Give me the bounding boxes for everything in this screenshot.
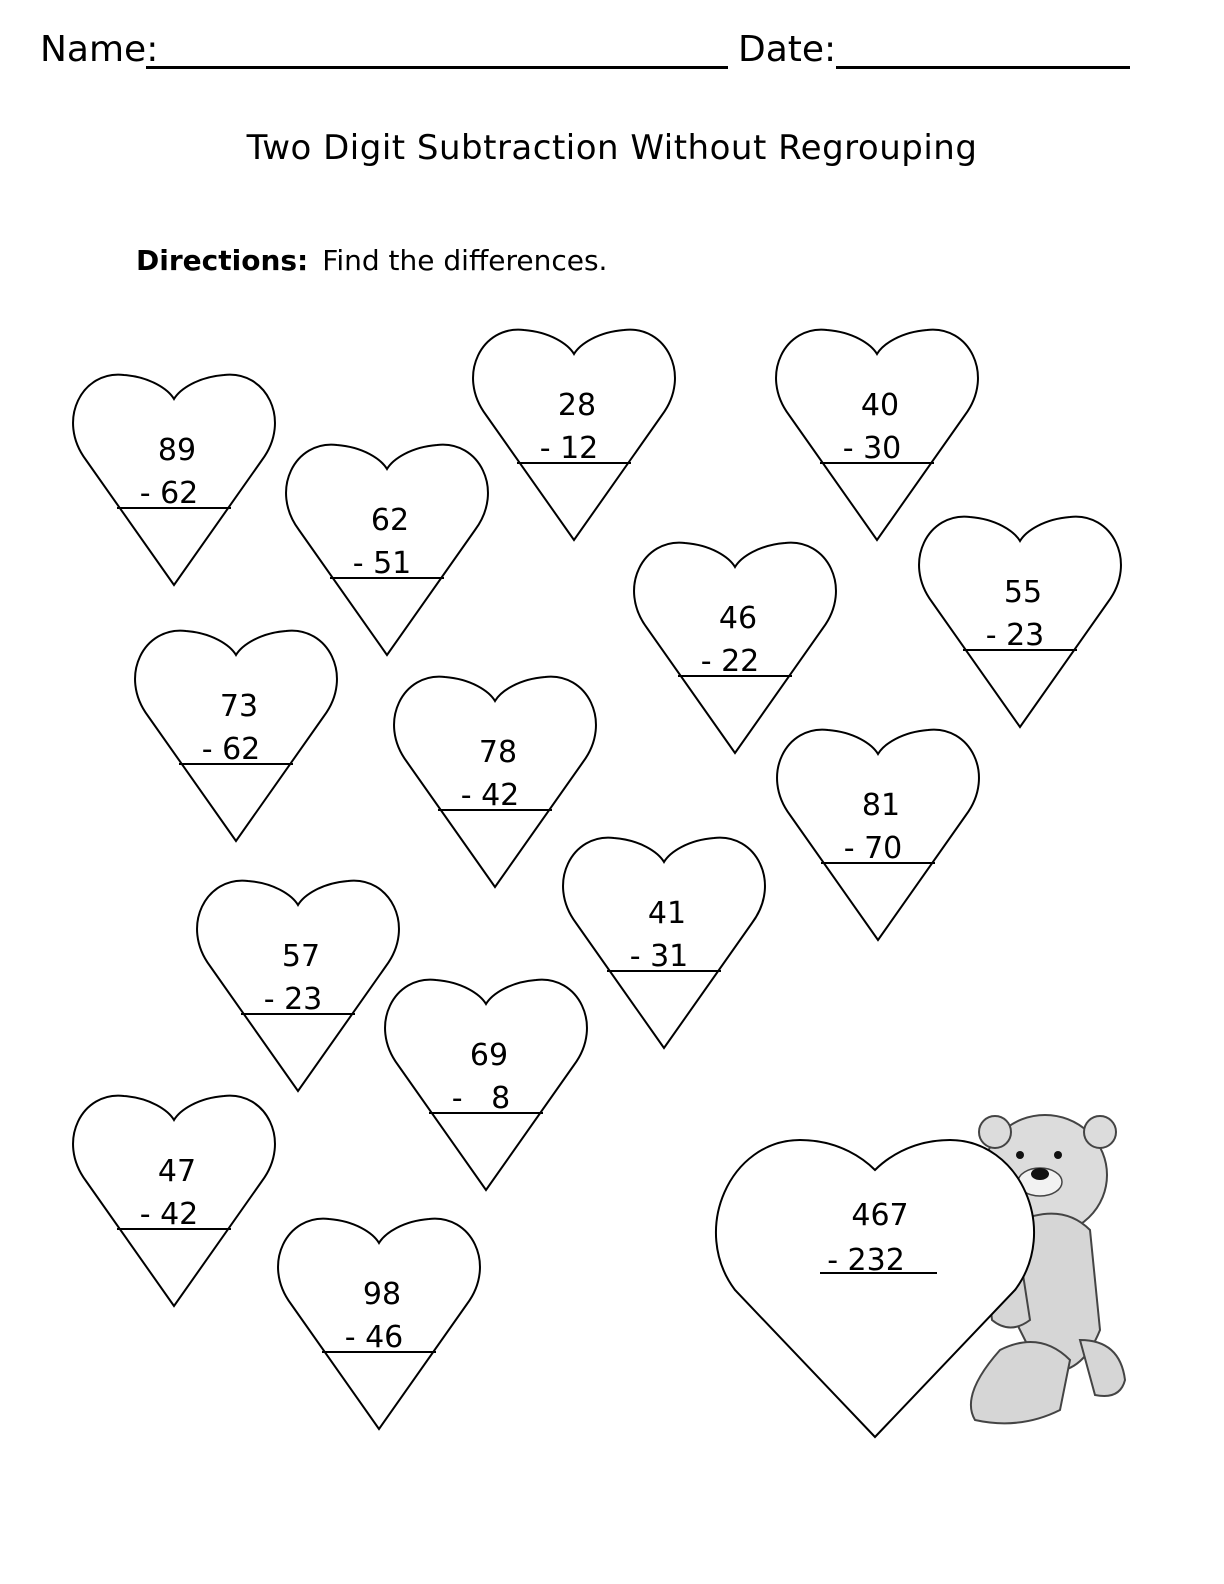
top-number: 46: [718, 601, 758, 636]
top-number: 55: [1003, 575, 1043, 610]
top-number: 81: [861, 788, 901, 823]
bottom-number: - 8: [451, 1081, 511, 1116]
top-number: 78: [478, 735, 518, 770]
bonus-problem: [716, 1115, 1125, 1437]
problem-heart: [563, 838, 765, 1048]
problem-heart: [385, 980, 587, 1190]
bottom-number: - 62: [139, 476, 199, 511]
bottom-number: - 42: [139, 1197, 199, 1232]
problem-heart: [634, 543, 836, 753]
problem-heart: [776, 330, 978, 540]
bottom-number: - 23: [985, 618, 1045, 653]
top-number: 98: [362, 1277, 402, 1312]
top-number: 28: [557, 388, 597, 423]
name-label: Name:: [40, 29, 159, 70]
bonus-top-number: 467: [851, 1198, 909, 1233]
bottom-number: - 62: [201, 732, 261, 767]
directions-text: Find the differences.: [322, 244, 608, 277]
problem-heart: [394, 677, 596, 887]
bottom-number: - 30: [842, 431, 902, 466]
bonus-bottom-number: - 232: [827, 1243, 905, 1278]
top-number: 62: [370, 503, 410, 538]
top-number: 41: [647, 896, 687, 931]
date-label: Date:: [738, 29, 837, 70]
bottom-number: - 31: [629, 939, 689, 974]
top-number: 47: [157, 1154, 197, 1189]
problem-heart: [473, 330, 675, 540]
problem-heart: [286, 445, 488, 655]
problem-heart: [919, 517, 1121, 727]
bottom-number: - 12: [539, 431, 599, 466]
worksheet-title: Two Digit Subtraction Without Regrouping: [246, 128, 978, 168]
top-number: 57: [281, 939, 321, 974]
top-number: 73: [219, 689, 259, 724]
top-number: 89: [157, 433, 197, 468]
problem-heart: [777, 730, 979, 940]
problem-heart: [278, 1219, 480, 1429]
problem-heart: [73, 375, 275, 585]
problem-heart: [135, 631, 337, 841]
bottom-number: - 70: [843, 831, 903, 866]
top-number: 69: [469, 1038, 509, 1073]
bottom-number: - 42: [460, 778, 520, 813]
directions-label: Directions:: [136, 244, 309, 277]
top-number: 40: [860, 388, 900, 423]
bottom-number: - 23: [263, 982, 323, 1017]
bottom-number: - 51: [352, 546, 412, 581]
problem-heart: [197, 881, 399, 1091]
problem-heart: [73, 1096, 275, 1306]
bottom-number: - 22: [700, 644, 760, 679]
bottom-number: - 46: [344, 1320, 404, 1355]
